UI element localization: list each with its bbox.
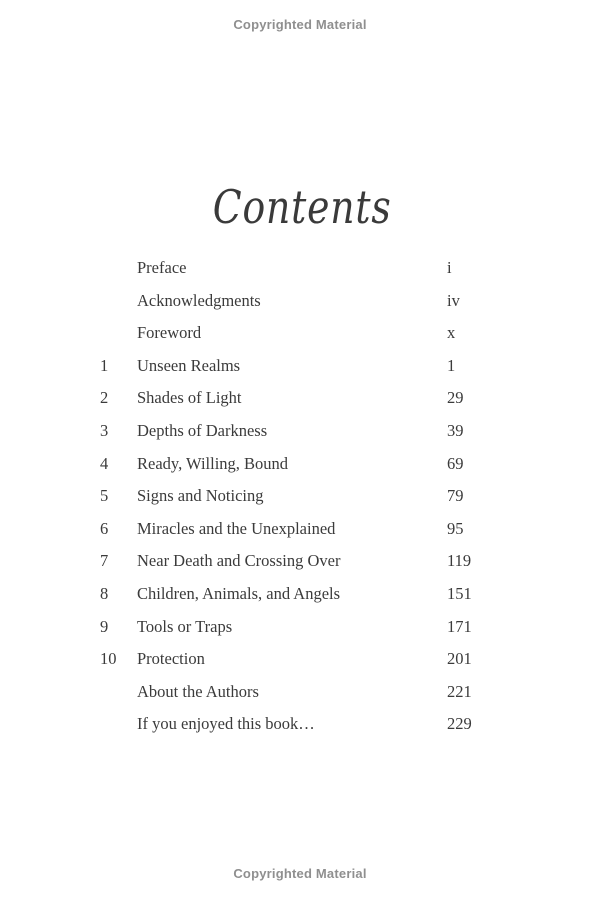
chapter-number [100, 285, 137, 318]
chapter-number [100, 708, 137, 741]
page-number: 69 [447, 453, 464, 473]
toc-row [100, 415, 495, 448]
page-number: iv [447, 290, 460, 310]
chapter-number: 1 [100, 355, 109, 375]
contents-title: Contents [212, 180, 392, 234]
toc-row [100, 350, 495, 383]
toc-entry-label: About the Authors [137, 681, 259, 701]
page-number: 29 [447, 388, 464, 408]
table-of-contents [100, 252, 495, 741]
page-number: 201 [447, 649, 472, 669]
toc-entry-label: Unseen Realms [137, 355, 241, 375]
toc-row [100, 448, 495, 481]
toc-entry-label: Depths of Darkness [137, 420, 268, 440]
toc-row [100, 611, 495, 644]
toc-entry-label: Acknowledgments [137, 290, 261, 310]
copyright-notice-bottom: Copyrighted Material [233, 866, 367, 881]
toc-row [100, 676, 495, 709]
toc-entry-label: Ready, Willing, Bound [137, 453, 289, 473]
copyright-notice-top: Copyrighted Material [233, 17, 367, 32]
chapter-number: 10 [100, 649, 117, 669]
page-number: 1 [447, 355, 456, 375]
chapter-number: 4 [100, 453, 109, 473]
toc-row [100, 317, 495, 350]
chapter-number: 9 [100, 616, 109, 636]
toc-row [100, 382, 495, 415]
chapter-number: 8 [100, 583, 109, 603]
page-number: 119 [447, 551, 472, 571]
chapter-number: 5 [100, 486, 109, 506]
chapter-number: 2 [100, 388, 109, 408]
page-number: i [447, 258, 452, 277]
chapter-number [100, 252, 137, 285]
toc-entry-label: If you enjoyed this book… [137, 714, 315, 734]
toc-entry-label: Children, Animals, and Angels [137, 583, 341, 603]
toc-entry-label: Foreword [137, 323, 202, 343]
toc-entry-label: Protection [137, 649, 205, 669]
chapter-number [100, 317, 137, 350]
toc-entry-label: Miracles and the Unexplained [137, 518, 336, 538]
toc-row [100, 513, 495, 546]
chapter-number: 6 [100, 518, 109, 538]
toc-row [100, 480, 495, 513]
toc-row [100, 708, 495, 741]
page-number: 229 [447, 714, 472, 734]
page-number: 79 [447, 486, 464, 506]
toc-row [100, 252, 495, 285]
toc-row [100, 643, 495, 676]
toc-entry-label: Near Death and Crossing Over [137, 551, 341, 571]
toc-entry-label: Preface [137, 258, 187, 277]
page-number: 221 [447, 681, 472, 701]
page-number: x [447, 323, 456, 343]
chapter-number [100, 676, 137, 709]
page-number: 39 [447, 420, 464, 440]
page-number: 171 [447, 616, 472, 636]
toc-row [100, 545, 495, 578]
page-number: 95 [447, 518, 464, 538]
toc-row [100, 285, 495, 318]
toc-entry-label: Signs and Noticing [137, 486, 264, 506]
toc-entry-label: Tools or Traps [137, 616, 233, 636]
chapter-number: 3 [100, 420, 109, 440]
page-number: 151 [447, 583, 472, 603]
toc-row [100, 578, 495, 611]
chapter-number: 7 [100, 551, 109, 571]
toc-entry-label: Shades of Light [137, 388, 242, 408]
